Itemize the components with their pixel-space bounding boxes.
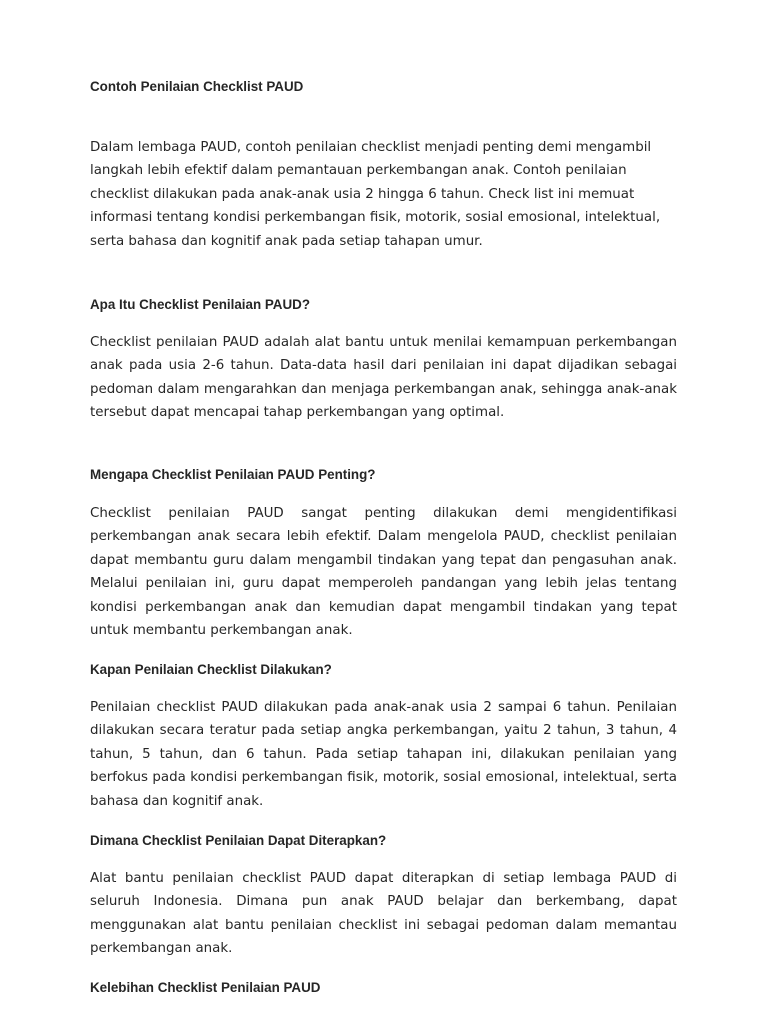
document-title: Contoh Penilaian Checklist PAUD [90, 79, 304, 94]
section-body-kapan: Penilaian checklist PAUD dilakukan pada anak-anak usia 2 sampai 6 tahun. Penilaian dilakukan secara teratur pada setiap angka perkembangan, yaitu 2 tahun, 3 tahun, 4 tahun, 5 tahun, dan 6 tahun. Pada setiap tahapan ini, dilakukan penilaian yang berfokus pada kondisi perkembangan fisik, motorik, sosial emosional, intelektual, serta bahasa dan kognitif anak. [90, 700, 677, 809]
section-heading-kapan: Kapan Penilaian Checklist Dilakukan? [90, 662, 332, 677]
section-heading-mengapa: Mengapa Checklist Penilaian PAUD Penting? [90, 467, 376, 482]
intro-paragraph: Dalam lembaga PAUD, contoh penilaian checklist menjadi penting demi mengambil langkah lebih efektif dalam pemantauan perkembangan anak. Contoh penilaian checklist dilakukan pada anak-anak usia 2 hingga 6 tahun. Check list ini memuat informasi tentang kondisi perkembangan fisik, motorik, sosial emosional, intelektual, serta bahasa dan kognitif anak pada setiap tahapan umur. [90, 140, 661, 249]
section-body-mengapa: Checklist penilaian PAUD sangat penting dilakukan demi mengidentifikasi perkembangan anak secara lebih efektif. Dalam mengelola PAUD, checklist penilaian dapat membantu guru dalam mengambil tindakan yang tepat dan pengasuhan anak. Melalui penilaian ini, guru dapat memperoleh pandangan yang lebih jelas tentang kondisi perkembangan anak dan kemudian dapat mengambil tindakan yang tepat untuk membantu perkembangan anak. [90, 506, 677, 639]
section-body-apa-itu: Checklist penilaian PAUD adalah alat bantu untuk menilai kemampuan perkembangan anak pada usia 2-6 tahun. Data-data hasil dari penilaian ini dapat dijadikan sebagai pedoman dalam mengarahkan dan menjaga perkembangan anak, sehingga anak-anak tersebut dapat mencapai tahap perkembangan yang optimal. [90, 335, 677, 421]
section-heading-kelebihan: Kelebihan Checklist Penilaian PAUD [90, 980, 321, 995]
section-heading-dimana: Dimana Checklist Penilaian Dapat Diterapkan? [90, 833, 387, 848]
section-heading-apa-itu: Apa Itu Checklist Penilaian PAUD? [90, 297, 310, 312]
section-body-dimana: Alat bantu penilaian checklist PAUD dapat diterapkan di setiap lembaga PAUD di seluruh Indonesia. Dimana pun anak PAUD belajar dan berkembang, dapat menggunakan alat bantu penilaian checklist ini sebagai pedoman dalam memantau perkembangan anak. [90, 871, 677, 957]
